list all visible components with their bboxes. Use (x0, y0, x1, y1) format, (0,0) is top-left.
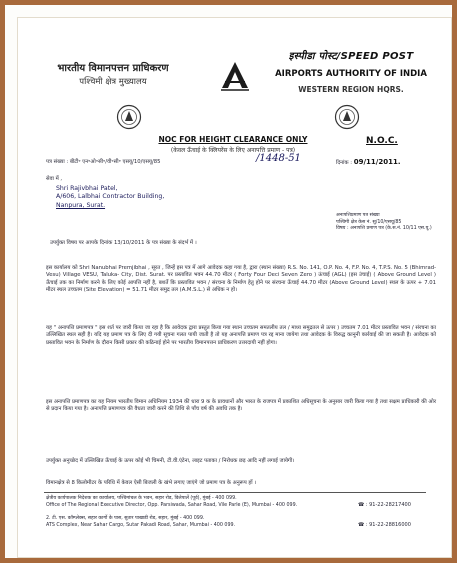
paragraph-2: यह " अनापत्ति प्रमाणपत्र " इस शर्त पर जारी किया जा रहा है कि आवेदक द्वारा प्रस्तुत किया गया स्थान उच्चतम समतलीय तल / माध्य समुद्रतल से ऊपर ) उच्चतम 7.01 मीटर प्रस्तावित भवन / संरचना का उल्लिखित स्थल सही है। यदि यह प्रमाण पत्र के लिए दी गयी सूचना गलत पायी जाती है तो यह अनापत्ति प्रमाण पत्र रद्द माना जायेगा तथा आवेदक के विरुद्ध कानूनी कार्रवाई की जा सकती है। आवेदक को प्रस्तावित भवन के निर्माण के दौरान किसी प्रकार की कठिनाई होने पर भारतीय विमानपत्तन प्राधिकरण उत्तरदायी नहीं होगा। (46, 325, 436, 346)
org-name-hindi: भारतीय विमानपत्तन प्राधिकरण (57, 63, 169, 74)
case-reference-note: अनापत्तिप्रमाण पत्र संख्या पश्चिमी क्षेत्र केस नं. सु/10/एसयू/85 विषय : अनापत्ति प्रमाण पत्र (के.स.नं. 10/11 एस.यू.) (336, 213, 432, 232)
aai-logo-icon (218, 60, 252, 96)
subject-line: उपर्युक्त विषय पर आपके दिनांक 13/10/2011 के पत्र संख्या के संदर्भ में । (50, 240, 197, 246)
paragraph-1: इस कार्यालय को Shri Nanubhai Premjibhai , सूरत , जिन्हें इस पत्र में आगे आवेदक कहा गया है, द्वारा (स्थान संख्या) R.S. No. 141, O.P. No. 4, F.P. No. 4, T.P.S. No. 5 (Bhimrad-Vesu) Village VESU, Taluka- City, Dist. Surat. पर प्रस्तावित भवन 44.70 मीटर ( Forty Four Deci Seven Zero ) ऊंचाई (AGL) (इस उंचाई) ( Above Ground Level ) ऊँचाई तक का निर्माण करने के लिए कोई आपत्ति नहीं है, बशर्ते कि प्रस्तावित भवन / संरचना के निर्माण हेतु होने पर संरचना ऊँचाई 44.70 मीटर (Above Ground Level) स्थल के ऊपर + 7.01 मीटर स्थल उच्चतम (Site Elevation) = 51.71 मीटर समुद्र तल (A.M.S.L.) से अधिक न हो। (46, 265, 436, 294)
recipient-line2: Nanpura, Surat. (56, 201, 106, 209)
noc-label: N.O.C. (366, 136, 398, 146)
paragraph-3: इस अनापत्ति प्रमाणपत्र का यह नियम भारतीय विमान अधिनियम 1934 की धारा 9 क के प्रावधानों और भारत के राजपत्र में प्रकाशित अधिसूचना के अनुसार जारी किया गया है तथा सक्षम प्राधिकारी की ओर से प्रदान किया गया है। अनापत्ति प्रमाणपत्र की वैधता जारी करने की तिथि से पाँच वर्ष की अवधि तक है। (46, 399, 436, 413)
speed-post-stamp: इस्पीडा पोस्ट/SPEED POST (288, 51, 414, 62)
footer-divider (44, 492, 426, 493)
date-value: 09/11/2011. (353, 158, 401, 166)
english-letterhead (266, 48, 436, 94)
document-title (123, 135, 343, 154)
recipient-line1: A/606, Lalbhai Contractor Building, (56, 193, 165, 201)
date-field (336, 159, 400, 167)
region-english: WESTERN REGION HQRS. (298, 85, 404, 94)
title-hindi: (केवल ऊँचाई के क्लियरेंस के लिए अनापत्ति प्रमाण - पत्र) (170, 147, 296, 154)
recipient-address (56, 185, 164, 210)
footer-address-1-hindi: क्षेत्रीय कार्यपालक निदेशक का कार्यालय, पश्चिमांचल के भवन, सहार रोड, विलेपार्ले (पूर्व), मुंबई - 400 099. (46, 496, 237, 501)
recipient-name: Shri Rajivbhai Patel, (56, 185, 118, 192)
reference-number: पत्र संख्या : बीटी॰ एन॰ओ॰सी॰/वी॰सी॰ एसयू/10/एसयू/85 (46, 159, 161, 165)
footer-address-1 (46, 496, 346, 509)
noc-letter-page (17, 17, 452, 558)
salutation: सेवा में , (46, 176, 63, 182)
title-english: NOC FOR HEIGHT CLEARANCE ONLY (158, 135, 308, 144)
region-hindi: पश्चिमी क्षेत्र मुख्यालय (79, 77, 147, 87)
date-label: दिनांक : (336, 160, 353, 166)
right-round-seal-icon (334, 104, 360, 134)
org-name-english: AIRPORTS AUTHORITY OF INDIA (275, 69, 427, 79)
footer-phone-1: ☎ : 91-22-28217400 (358, 502, 411, 508)
footer-address-2-english: ATS Complex, Near Sahar Cargo, Sutar Pakadi Road, Sahar, Mumbai - 400 099. (46, 522, 236, 528)
hindi-letterhead (38, 60, 188, 87)
left-round-seal-icon (116, 104, 142, 134)
footer-address-1-english: Office of The Regional Executive Director, Opp. Parsiwada, Sahar Road, Vile Parle (E), Mumbai - 400 099. (46, 502, 298, 508)
handwritten-reference: /1448-51 (256, 153, 301, 164)
paragraph-4: उपर्युक्त अनुच्छेद में उल्लिखित ऊँचाई के ऊपर कोई भी चिमनी, टी.वी.एंटेना, लाइट पताका / निरोधक छड़ आदि नहीं लगाई जायेगी। (46, 458, 295, 464)
paragraph-5: विमानक्षेत्र से 8 किलोमीटर के परिधि में केवल ऐसी बिजली के खंभे लगाए जाएंगे जो प्रमाण पत्र के अनुरूप हों । (46, 480, 257, 486)
footer-phone-2: ☎ : 91-22-28816000 (358, 522, 411, 528)
footer-address-2-hindi: 2. टी. एस. कॉम्प्लेक्स, सहार कार्गो के पास, सुतार पाखाडी रोड, सहार, मुंबई - 400 099. (46, 516, 205, 521)
footer-address-2 (46, 516, 346, 529)
